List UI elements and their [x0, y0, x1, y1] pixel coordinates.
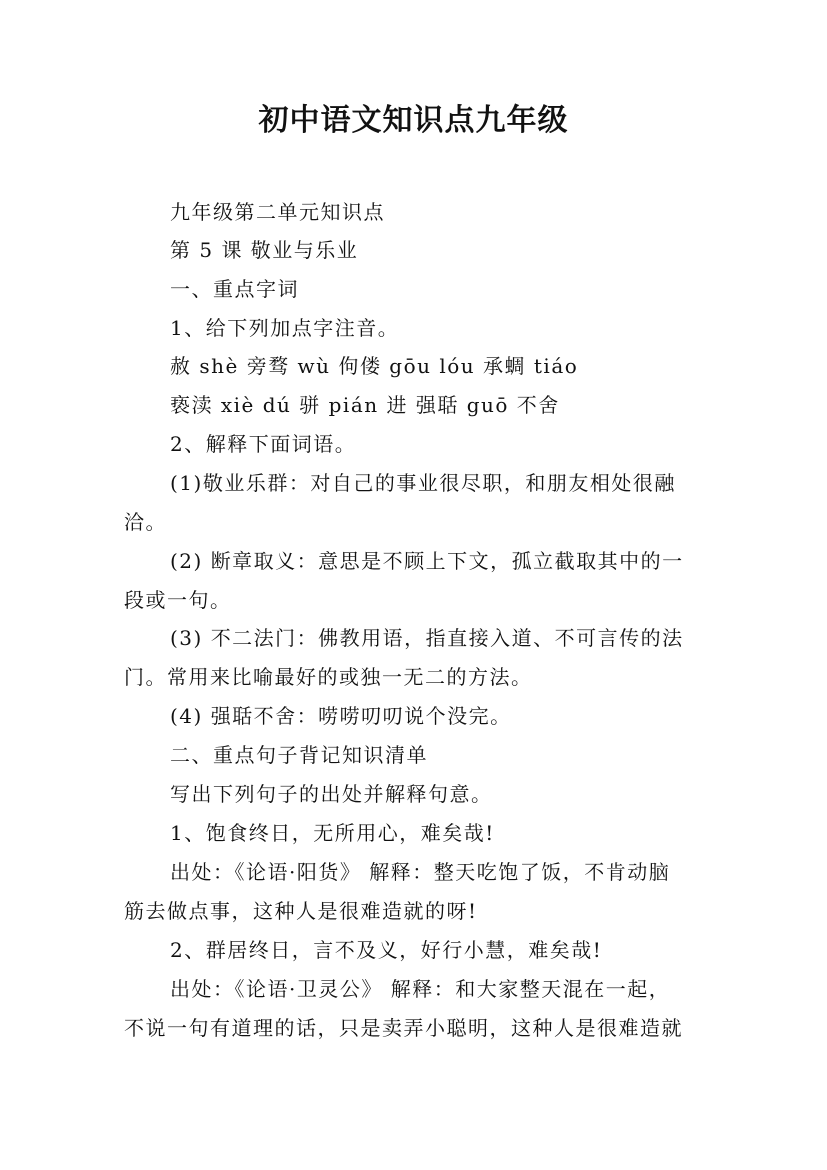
part-heading: 一、重点字词	[170, 277, 299, 301]
pinyin-line: 亵渎 xiè dú 骈 pián 进 强聒 guō 不舍	[170, 393, 560, 417]
paragraph-line: 写出下列句子的出处并解释句意。	[170, 782, 493, 806]
question-line: 2、解释下面词语。	[170, 432, 357, 456]
paragraph-line: (2) 断章取义：意思是不顾上下文，孤立截取其中的一	[170, 549, 684, 573]
document-title: 初中语文知识点九年级	[258, 103, 569, 138]
paragraph-line: (3) 不二法门：佛教用语，指直接入道、不可言传的法	[170, 626, 684, 650]
paragraph-line: 洽。	[124, 510, 167, 534]
paragraph-line: 2、群居终日，言不及义，好行小慧，难矣哉!	[170, 938, 603, 962]
part-heading: 二、重点句子背记知识清单	[170, 743, 428, 767]
paragraph-line: 出处：《论语·阳货》 解释：整天吃饱了饭，不肯动脑	[170, 860, 671, 884]
paragraph-line: 段或一句。	[124, 588, 232, 612]
paragraph-line: 出处：《论语·卫灵公》 解释：和大家整天混在一起，	[170, 977, 671, 1001]
paragraph-line: (1)敬业乐群：对自己的事业很尽职，和朋友相处很融	[170, 471, 676, 495]
lesson-heading: 第 5 课 敬业与乐业	[170, 238, 359, 262]
question-line: 1、给下列加点字注音。	[170, 316, 400, 340]
paragraph-line: 筋去做点事，这种人是很难造就的呀!	[124, 899, 478, 923]
pinyin-line: 赦 shè 旁骛 wù 佝偻 gōu lóu 承蜩 tiáo	[170, 354, 579, 378]
paragraph-line: 1、饱食终日，无所用心，难矣哉!	[170, 821, 495, 845]
paragraph-line: 不说一句有道理的话，只是卖弄小聪明，这种人是很难造就	[124, 1016, 683, 1040]
paragraph-line: (4) 强聒不舍：唠唠叨叨说个没完。	[170, 704, 512, 728]
section-heading: 九年级第二单元知识点	[170, 200, 385, 224]
paragraph-line: 门。常用来比喻最好的或独一无二的方法。	[124, 665, 533, 689]
